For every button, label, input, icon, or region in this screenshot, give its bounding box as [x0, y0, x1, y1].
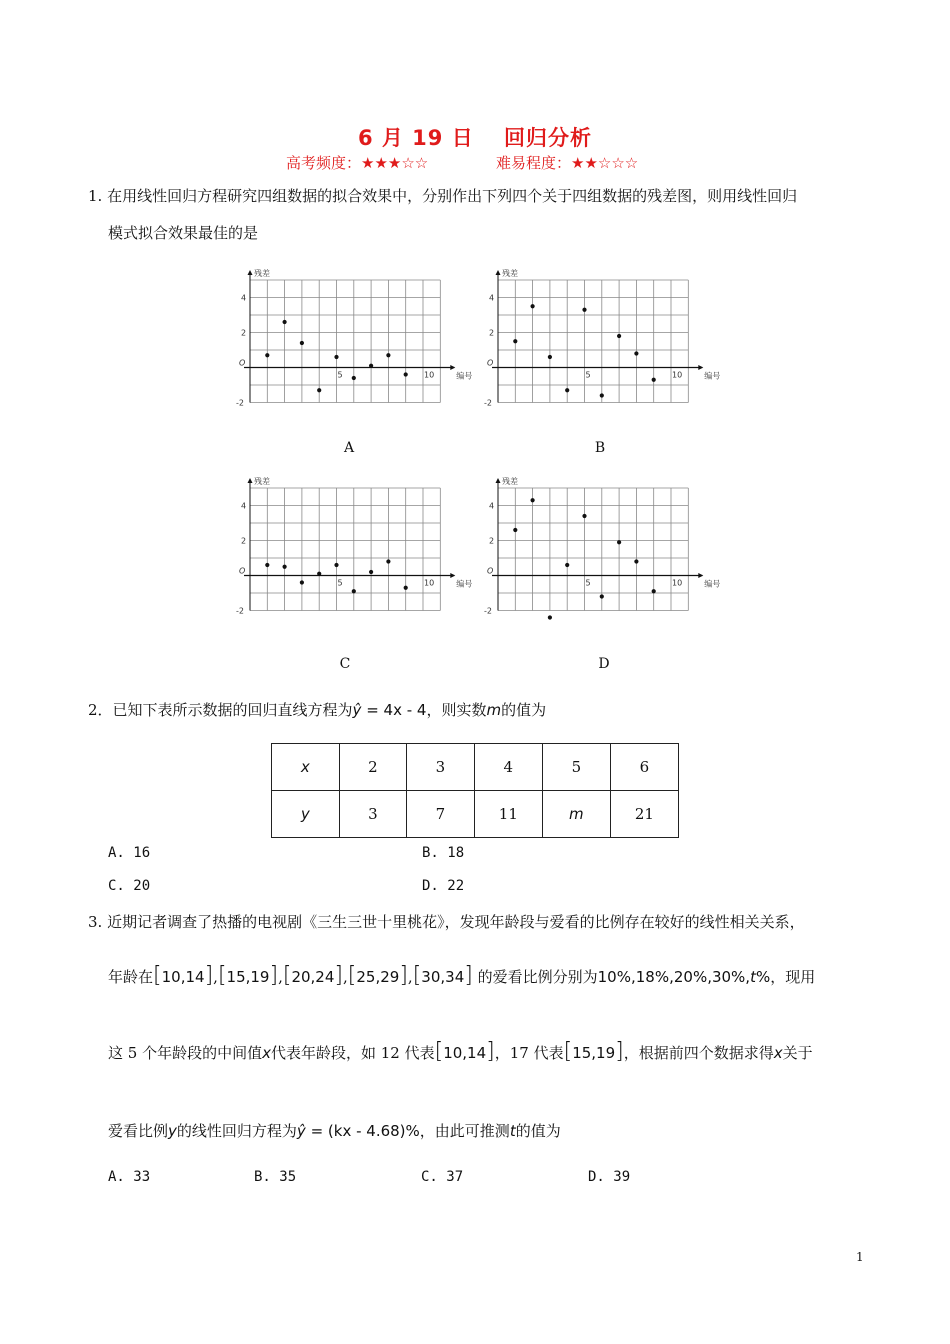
plot-grid [250, 280, 440, 403]
q3-interval-a: [10,14] [434, 1039, 495, 1064]
q3-option-b[interactable]: B. 35 [254, 1169, 297, 1185]
q3-option-a[interactable]: A. 33 [108, 1169, 151, 1185]
data-point [317, 572, 321, 576]
q2-suffix: 的值为 [501, 701, 547, 719]
interval-3: [20,24] [282, 963, 343, 988]
interval-1-value: 10,14 [161, 968, 205, 986]
q3-line4-c: ，由此可推测 [419, 1122, 510, 1140]
data-point [548, 615, 552, 619]
x-axis-arrow-icon [450, 365, 455, 370]
q3-var-x: x [262, 1044, 271, 1062]
x-tick-label: 5 [337, 578, 343, 588]
data-point [652, 378, 656, 382]
y-tick-label: 2 [489, 328, 495, 338]
data-point [652, 589, 656, 593]
data-point [600, 594, 604, 598]
data-point [565, 388, 569, 392]
interval-5-value: 30,34 [421, 968, 465, 986]
data-point [283, 320, 287, 324]
data-point [334, 355, 338, 359]
q1-text-line2: 模式拟合效果最佳的是 [108, 224, 259, 242]
q2-text [88, 700, 546, 720]
table-row [272, 744, 679, 791]
table-cell: 3 [407, 744, 475, 791]
data-point [386, 559, 390, 563]
q3-var-t-2: t [509, 1122, 516, 1140]
q2-yhat: ŷ [352, 701, 362, 719]
y-tick-label: 2 [489, 536, 495, 546]
origin-label: O [239, 566, 246, 576]
q3-line2-suffix: ，现用 [770, 968, 816, 986]
y-tick-label: 4 [489, 501, 495, 511]
q3-option-c[interactable]: C. 37 [421, 1169, 464, 1185]
q2-option-a[interactable]: A. 16 [108, 845, 151, 861]
residual-plot-c [232, 470, 473, 626]
table-cell: 5 [542, 744, 610, 791]
q2-prefix: 2．已知下表所示数据的回归直线方程为 [88, 701, 353, 719]
y-tick-label: 2 [241, 328, 247, 338]
frequency-meta [286, 152, 428, 173]
interval-2-value: 15,19 [226, 968, 270, 986]
q3-line2-mid: 的爱看比例分别为 [477, 968, 598, 986]
y-axis-label: 残差 [502, 269, 518, 278]
q3-text-line2: 年龄在[10,14],[15,19],[20,24],[25,29],[30,34] 的爱看比例分别为10%,18%,20%,30%,t%，现用 [108, 963, 816, 988]
q3-line4-d: 的值为 [515, 1122, 561, 1140]
q3-percents: 10%,18%,20%,30%, [597, 968, 751, 986]
data-point [634, 559, 638, 563]
data-point [317, 388, 321, 392]
table-cell: 2 [339, 744, 407, 791]
q3-line3-a: 这 5 个年龄段的中间值 [108, 1044, 263, 1062]
interval-2: [15,19] [217, 963, 279, 988]
data-point [404, 372, 408, 376]
q3-text-line4 [108, 1121, 561, 1141]
q3-line4-a: 爱看比例 [108, 1122, 169, 1140]
data-point [265, 353, 269, 357]
residual-plot-b [480, 262, 721, 422]
plot-label-b: B [594, 440, 606, 456]
plot-grid [498, 488, 688, 611]
q2-option-d[interactable]: D. 22 [422, 878, 465, 894]
data-point [617, 540, 621, 544]
difficulty-label: 难易程度： [496, 154, 572, 172]
x-axis-arrow-icon [698, 573, 703, 578]
data-point [300, 341, 304, 345]
x-axis-label: 编号 [704, 371, 721, 381]
data-point [283, 565, 287, 569]
table-row [272, 791, 679, 838]
q3-text-line3 [108, 1039, 813, 1064]
q3-line3-b: 代表年龄段，如 12 代表 [270, 1044, 435, 1062]
y-tick-label: 2 [241, 536, 247, 546]
x-tick-label: 10 [424, 578, 435, 588]
q3-option-d[interactable]: D. 39 [588, 1169, 631, 1185]
q2-equation: = 4x - 4 [361, 701, 427, 719]
frequency-stars: ★★★☆☆ [361, 154, 429, 172]
x-tick-label: 5 [585, 370, 591, 380]
y-tick-label: 4 [489, 293, 495, 303]
data-point [334, 563, 338, 567]
x-axis-label: 编号 [704, 579, 721, 589]
x-tick-label: 10 [424, 370, 435, 380]
q2-option-b[interactable]: B. 18 [422, 845, 465, 861]
frequency-label: 高考频度： [286, 154, 362, 172]
table-cell: 11 [474, 791, 542, 838]
q3-line2-prefix: 年龄在 [108, 968, 154, 986]
data-point [404, 586, 408, 590]
y-axis-label: 残差 [254, 477, 270, 486]
q3-interval-b-value: 15,19 [572, 1044, 616, 1062]
interval-1: [10,14] [153, 963, 214, 988]
y-tick-label: 4 [241, 293, 247, 303]
y-tick-label: -2 [236, 606, 244, 616]
difficulty-stars: ★★☆☆☆ [571, 154, 639, 172]
q3-interval-b: [15,19] [563, 1039, 624, 1064]
interval-4: [25,29] [347, 963, 408, 988]
x-axis-arrow-icon [450, 573, 455, 578]
x-tick-label: 5 [585, 578, 591, 588]
q3-var-x-2: x [773, 1044, 783, 1062]
data-point [300, 580, 304, 584]
table-cell: 4 [474, 744, 542, 791]
interval-3-value: 20,24 [291, 968, 335, 986]
y-axis-label: 残差 [502, 477, 518, 486]
q1-text-line1: 1. 在用线性回归方程研究四组数据的拟合效果中，分别作出下列四个关于四组数据的残差图，则用线性回归 [88, 187, 798, 205]
data-point [369, 570, 373, 574]
x-tick-label: 10 [672, 578, 683, 588]
q3-line3-d: ，根据前四个数据求得 [623, 1044, 774, 1062]
data-point [531, 498, 535, 502]
plot-label-d: D [598, 656, 610, 672]
q3-t-percent: % [755, 968, 771, 986]
data-point [617, 334, 621, 338]
y-axis-arrow-icon [248, 478, 253, 483]
difficulty-meta [496, 152, 638, 173]
plot-grid [250, 488, 440, 611]
q2-middle: ，则实数 [426, 701, 487, 719]
origin-label: O [487, 358, 494, 368]
y-tick-label: -2 [484, 606, 492, 616]
data-point [531, 304, 535, 308]
residual-plot-d [480, 470, 721, 626]
data-point [600, 393, 604, 397]
data-point [369, 364, 373, 368]
plot-label-a: A [343, 440, 355, 456]
page-number: 1 [856, 1250, 864, 1264]
x-axis-label: 编号 [456, 579, 473, 589]
data-point [386, 353, 390, 357]
data-point [582, 514, 586, 518]
q3-text-line1: 3. 近期记者调查了热播的电视剧《三生三世十里桃花》，发现年龄段与爱看的比例存在较好的线性相关关系， [88, 913, 805, 931]
data-point [634, 351, 638, 355]
data-point [513, 339, 517, 343]
y-axis-arrow-icon [496, 478, 501, 483]
q3-var-y: y [168, 1122, 177, 1140]
interval-5: [30,34] [412, 963, 473, 988]
interval-4-value: 25,29 [356, 968, 400, 986]
y-tick-label: 4 [241, 501, 247, 511]
y-axis-arrow-icon [248, 270, 253, 275]
table-cell: x [272, 744, 340, 791]
table-cell: m [542, 791, 610, 838]
page-title: 6 月 19 日 回归分析 [357, 126, 593, 150]
data-point [265, 563, 269, 567]
data-point [582, 308, 586, 312]
x-axis-label: 编号 [456, 371, 473, 381]
y-axis-label: 残差 [254, 269, 270, 278]
origin-label: O [239, 358, 246, 368]
q3-yhat: ŷ [296, 1122, 306, 1140]
q3-var-t: t [750, 968, 756, 986]
q2-data-table [271, 743, 679, 838]
q2-option-c[interactable]: C. 20 [108, 878, 151, 894]
y-tick-label: -2 [236, 398, 244, 408]
table-cell: 7 [407, 791, 475, 838]
q3-equation: = (kx - 4.68)% [305, 1122, 420, 1140]
table-cell: 3 [339, 791, 407, 838]
origin-label: O [487, 566, 494, 576]
x-tick-label: 5 [337, 370, 343, 380]
y-axis-arrow-icon [496, 270, 501, 275]
table-cell: 6 [610, 744, 678, 791]
q2-var-m: m [486, 701, 502, 719]
data-point [548, 355, 552, 359]
x-tick-label: 10 [672, 370, 683, 380]
x-axis-arrow-icon [698, 365, 703, 370]
plot-grid [498, 280, 688, 403]
data-point [513, 528, 517, 532]
q3-line3-e: 关于 [782, 1044, 813, 1062]
table-cell: 21 [610, 791, 678, 838]
residual-plot-a [232, 262, 473, 418]
q3-line4-b: 的线性回归方程为 [176, 1122, 297, 1140]
table-cell: y [272, 791, 340, 838]
plot-label-c: C [339, 656, 351, 672]
q3-interval-a-value: 10,14 [443, 1044, 487, 1062]
y-tick-label: -2 [484, 398, 492, 408]
data-point [352, 376, 356, 380]
data-point [352, 589, 356, 593]
q3-line3-c: ，17 代表 [494, 1044, 564, 1062]
data-point [565, 563, 569, 567]
